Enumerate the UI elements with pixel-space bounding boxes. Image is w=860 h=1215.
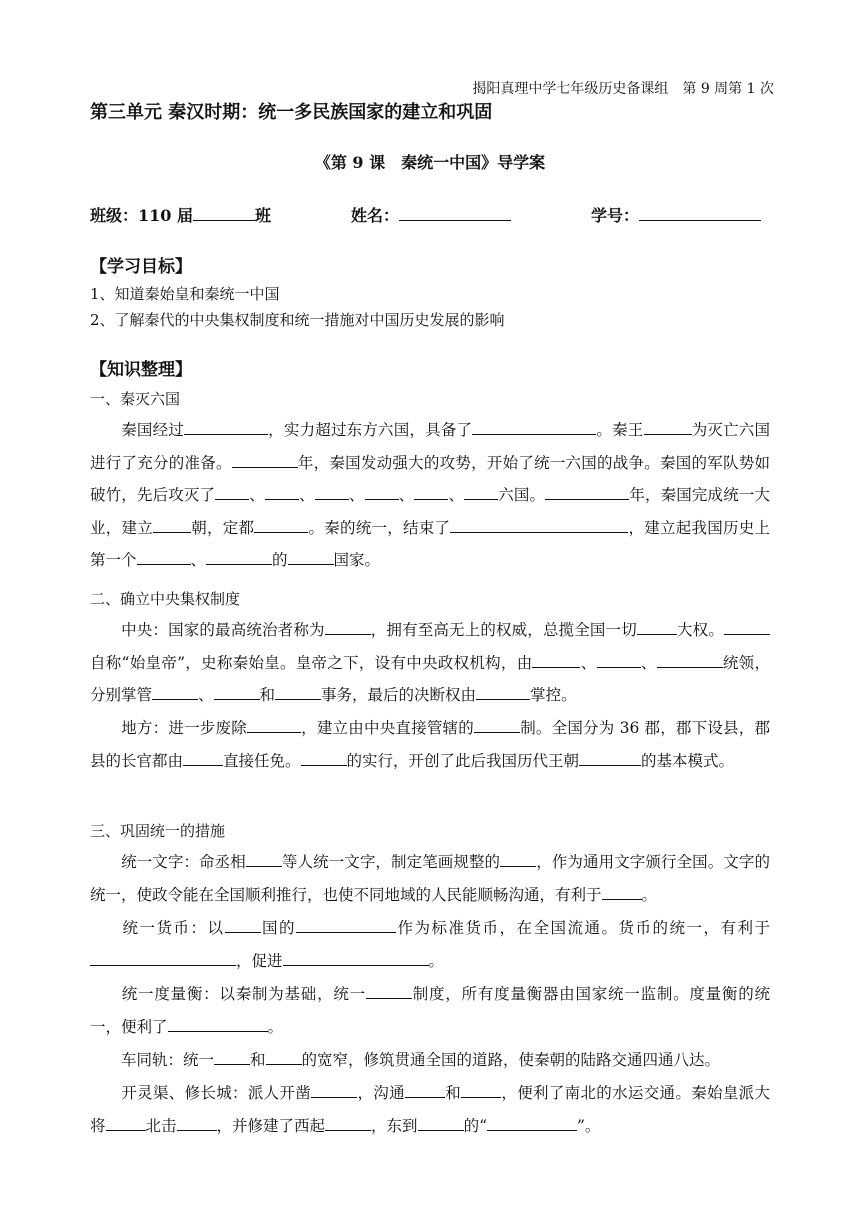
knowledge-heading: 【知识整理】 [90,360,192,380]
section-title: 一、秦灭六国 [90,390,181,408]
fill-blank[interactable] [296,916,396,933]
text: 的 [272,551,288,570]
fill-blank[interactable] [206,548,272,565]
text: ，东到 [371,1116,418,1135]
objectives-heading: 【学习目标】 [90,257,192,277]
name-blank[interactable] [399,203,511,221]
fill-blank[interactable] [247,716,301,733]
text: 。秦的统一，结束了 [308,518,451,537]
text: 六国。 [498,486,546,505]
number-blank[interactable] [639,203,761,221]
fill-blank[interactable] [168,1014,268,1031]
name-label: 姓名： [351,206,400,225]
text: ，作为通用文字颁行全国。文字的统一，使政令能在全国顺利推行，也使不同地域的人民能顺畅沟通，有利于 [90,853,770,904]
text: 年，秦国发动强大的攻势，开始了统一六国的战争。秦国的军队势如破竹，先后攻灭了 [90,453,770,505]
fill-blank[interactable] [464,483,498,500]
fill-blank[interactable] [215,483,249,500]
paragraph-unify-script [90,846,770,911]
text: 作为标准货币，在全国流通。货币的统一，有利于 [396,919,770,937]
number-label: 学号： [591,206,640,225]
fill-blank[interactable] [283,948,429,965]
fill-blank[interactable] [275,683,321,700]
text: ，便利了南北的水运交通。秦始皇派大将 [90,1084,770,1135]
fill-blank[interactable] [450,516,628,533]
text: 。秦王 [596,421,644,439]
separator: 、 [198,686,214,705]
text: 的实行，开创了此后我国历代王朝 [346,751,580,770]
fill-blank[interactable] [265,483,299,500]
text: 开灵渠、修长城：派人开凿 [121,1084,312,1102]
fill-blank[interactable] [476,683,530,700]
fill-blank[interactable] [637,618,677,635]
header-course-info: 揭阳真理中学七年级历史备课组 第 9 周第 1 次 [472,81,774,97]
class-label: 班级：110 届 [90,206,193,225]
separator: 、 [190,551,207,570]
text: ，拥有至高无上的权威，总揽全国一切 [370,621,637,639]
text: 的“ [463,1116,487,1135]
fill-blank[interactable] [474,716,520,733]
fill-blank[interactable] [246,850,282,867]
fill-blank[interactable] [288,548,334,565]
section-title: 二、确立中央集权制度 [90,590,241,608]
fill-blank[interactable] [366,982,412,999]
text: 大权。 [676,621,724,639]
text: 统领，分别掌管 [90,653,770,705]
text: 国的 [260,919,296,937]
text: 和 [444,1084,462,1102]
fill-blank[interactable] [177,1113,217,1130]
text: 的宽窄，修筑贯通全国的道路，使秦朝的陆路交通四通八达。 [301,1051,721,1069]
fill-blank[interactable] [500,850,536,867]
fill-blank[interactable] [724,618,770,635]
separator: 、 [640,653,657,672]
fill-blank[interactable] [90,948,236,965]
fill-blank[interactable] [315,483,349,500]
separator: 、 [448,486,465,505]
separator: 、 [348,486,365,505]
text: 和 [250,1051,266,1069]
fill-blank[interactable] [597,650,641,667]
text: 等人统一文字，制定笔画规整的 [281,853,501,871]
paragraph-same-axle [90,1044,770,1077]
fill-blank[interactable] [602,882,642,899]
fill-blank[interactable] [152,683,198,700]
fill-blank[interactable] [254,516,308,533]
fill-blank[interactable] [418,1113,464,1130]
paragraph-canal-wall [90,1077,770,1142]
paragraph-central-government [90,614,770,712]
fill-blank[interactable] [184,418,268,435]
fill-blank[interactable] [644,418,692,435]
fill-blank[interactable] [657,650,723,667]
fill-blank[interactable] [325,618,371,635]
fill-blank[interactable] [414,483,448,500]
fill-blank[interactable] [225,916,261,933]
text: 北击 [145,1116,177,1135]
text: 车同轨：统一 [121,1051,215,1069]
fill-blank[interactable] [472,418,596,435]
text: ，实力超过东方六国，具备了 [267,421,473,439]
paragraph-qin-conquest [90,414,770,577]
text: 和 [259,686,276,705]
paragraph-unify-currency [90,912,770,977]
text: 中央：国家的最高统治者称为 [121,621,325,639]
separator: 、 [580,653,597,672]
fill-blank[interactable] [487,1113,577,1130]
unit-title: 第三单元 秦汉时期：统一多民族国家的建立和巩固 [90,102,493,123]
text: 掌控。 [530,686,577,705]
text: 事务，最后的决断权由 [321,686,477,705]
text: 地方：进一步废除 [121,719,247,737]
fill-blank[interactable] [301,748,347,765]
separator: 、 [298,486,315,505]
text: 统一货币：以 [121,919,225,937]
fill-blank[interactable] [183,748,223,765]
fill-blank[interactable] [137,548,191,565]
text: 统一度量衡：以秦制为基础，统一 [121,985,366,1003]
text: 。 [428,951,445,970]
objective-item: 2、了解秦代的中央集权制度和统一措施对中国历史发展的影响 [90,311,505,329]
paragraph-unify-measures [90,978,770,1043]
separator: 、 [398,486,415,505]
text: ，促进 [236,951,283,970]
text: 直接任免。 [223,751,301,770]
text: 制。全国分为 36 郡，郡下设县，郡县的长官都由 [90,719,770,770]
text: 。 [641,885,658,904]
text: ”。 [577,1116,601,1135]
text: 自称“始皇帝”，史称秦始皇。皇帝之下，设有中央政权机构，由 [90,653,533,672]
text: ，并修建了西起 [216,1116,326,1135]
student-info-line [90,203,761,226]
text: 制度，所有度量衡器由国家统一监制。度量衡的统一，便利了 [90,985,770,1036]
text: ，建立由中央直接管辖的 [300,719,474,737]
fill-blank[interactable] [214,683,260,700]
lesson-title: 《第 9 课 秦统一中国》导学案 [314,153,546,172]
class-suffix: 班 [254,206,271,225]
fill-blank[interactable] [325,1113,371,1130]
fill-blank[interactable] [153,516,191,533]
text: ，沟通 [357,1084,405,1102]
fill-blank[interactable] [365,483,399,500]
text: ，建立起我国历史上第一个 [90,518,770,570]
text: 秦国经过 [121,421,184,439]
fill-blank[interactable] [106,1113,146,1130]
fill-blank[interactable] [214,1048,250,1065]
paragraph-local-government [90,712,770,777]
text: 。 [267,1017,284,1036]
fill-blank[interactable] [579,748,641,765]
fill-blank[interactable] [266,1048,302,1065]
fill-blank[interactable] [311,1081,357,1098]
text: 统一文字：命丞相 [121,853,246,871]
text: 朝，定都 [191,518,255,537]
text: 为灭亡六国进行了充分的准备。 [90,421,770,472]
text: 的基本模式。 [641,751,735,770]
section-title: 三、巩固统一的措施 [90,822,226,840]
fill-blank[interactable] [461,1081,501,1098]
text: 国家。 [333,551,381,570]
text: 年，秦国完成统一大业，建立 [90,486,770,537]
fill-blank[interactable] [545,483,629,500]
fill-blank[interactable] [532,650,580,667]
fill-blank[interactable] [405,1081,445,1098]
fill-blank[interactable] [232,450,298,467]
class-blank[interactable] [193,203,255,221]
separator: 、 [249,486,265,505]
objective-item: 1、知道秦始皇和秦统一中国 [90,285,280,303]
